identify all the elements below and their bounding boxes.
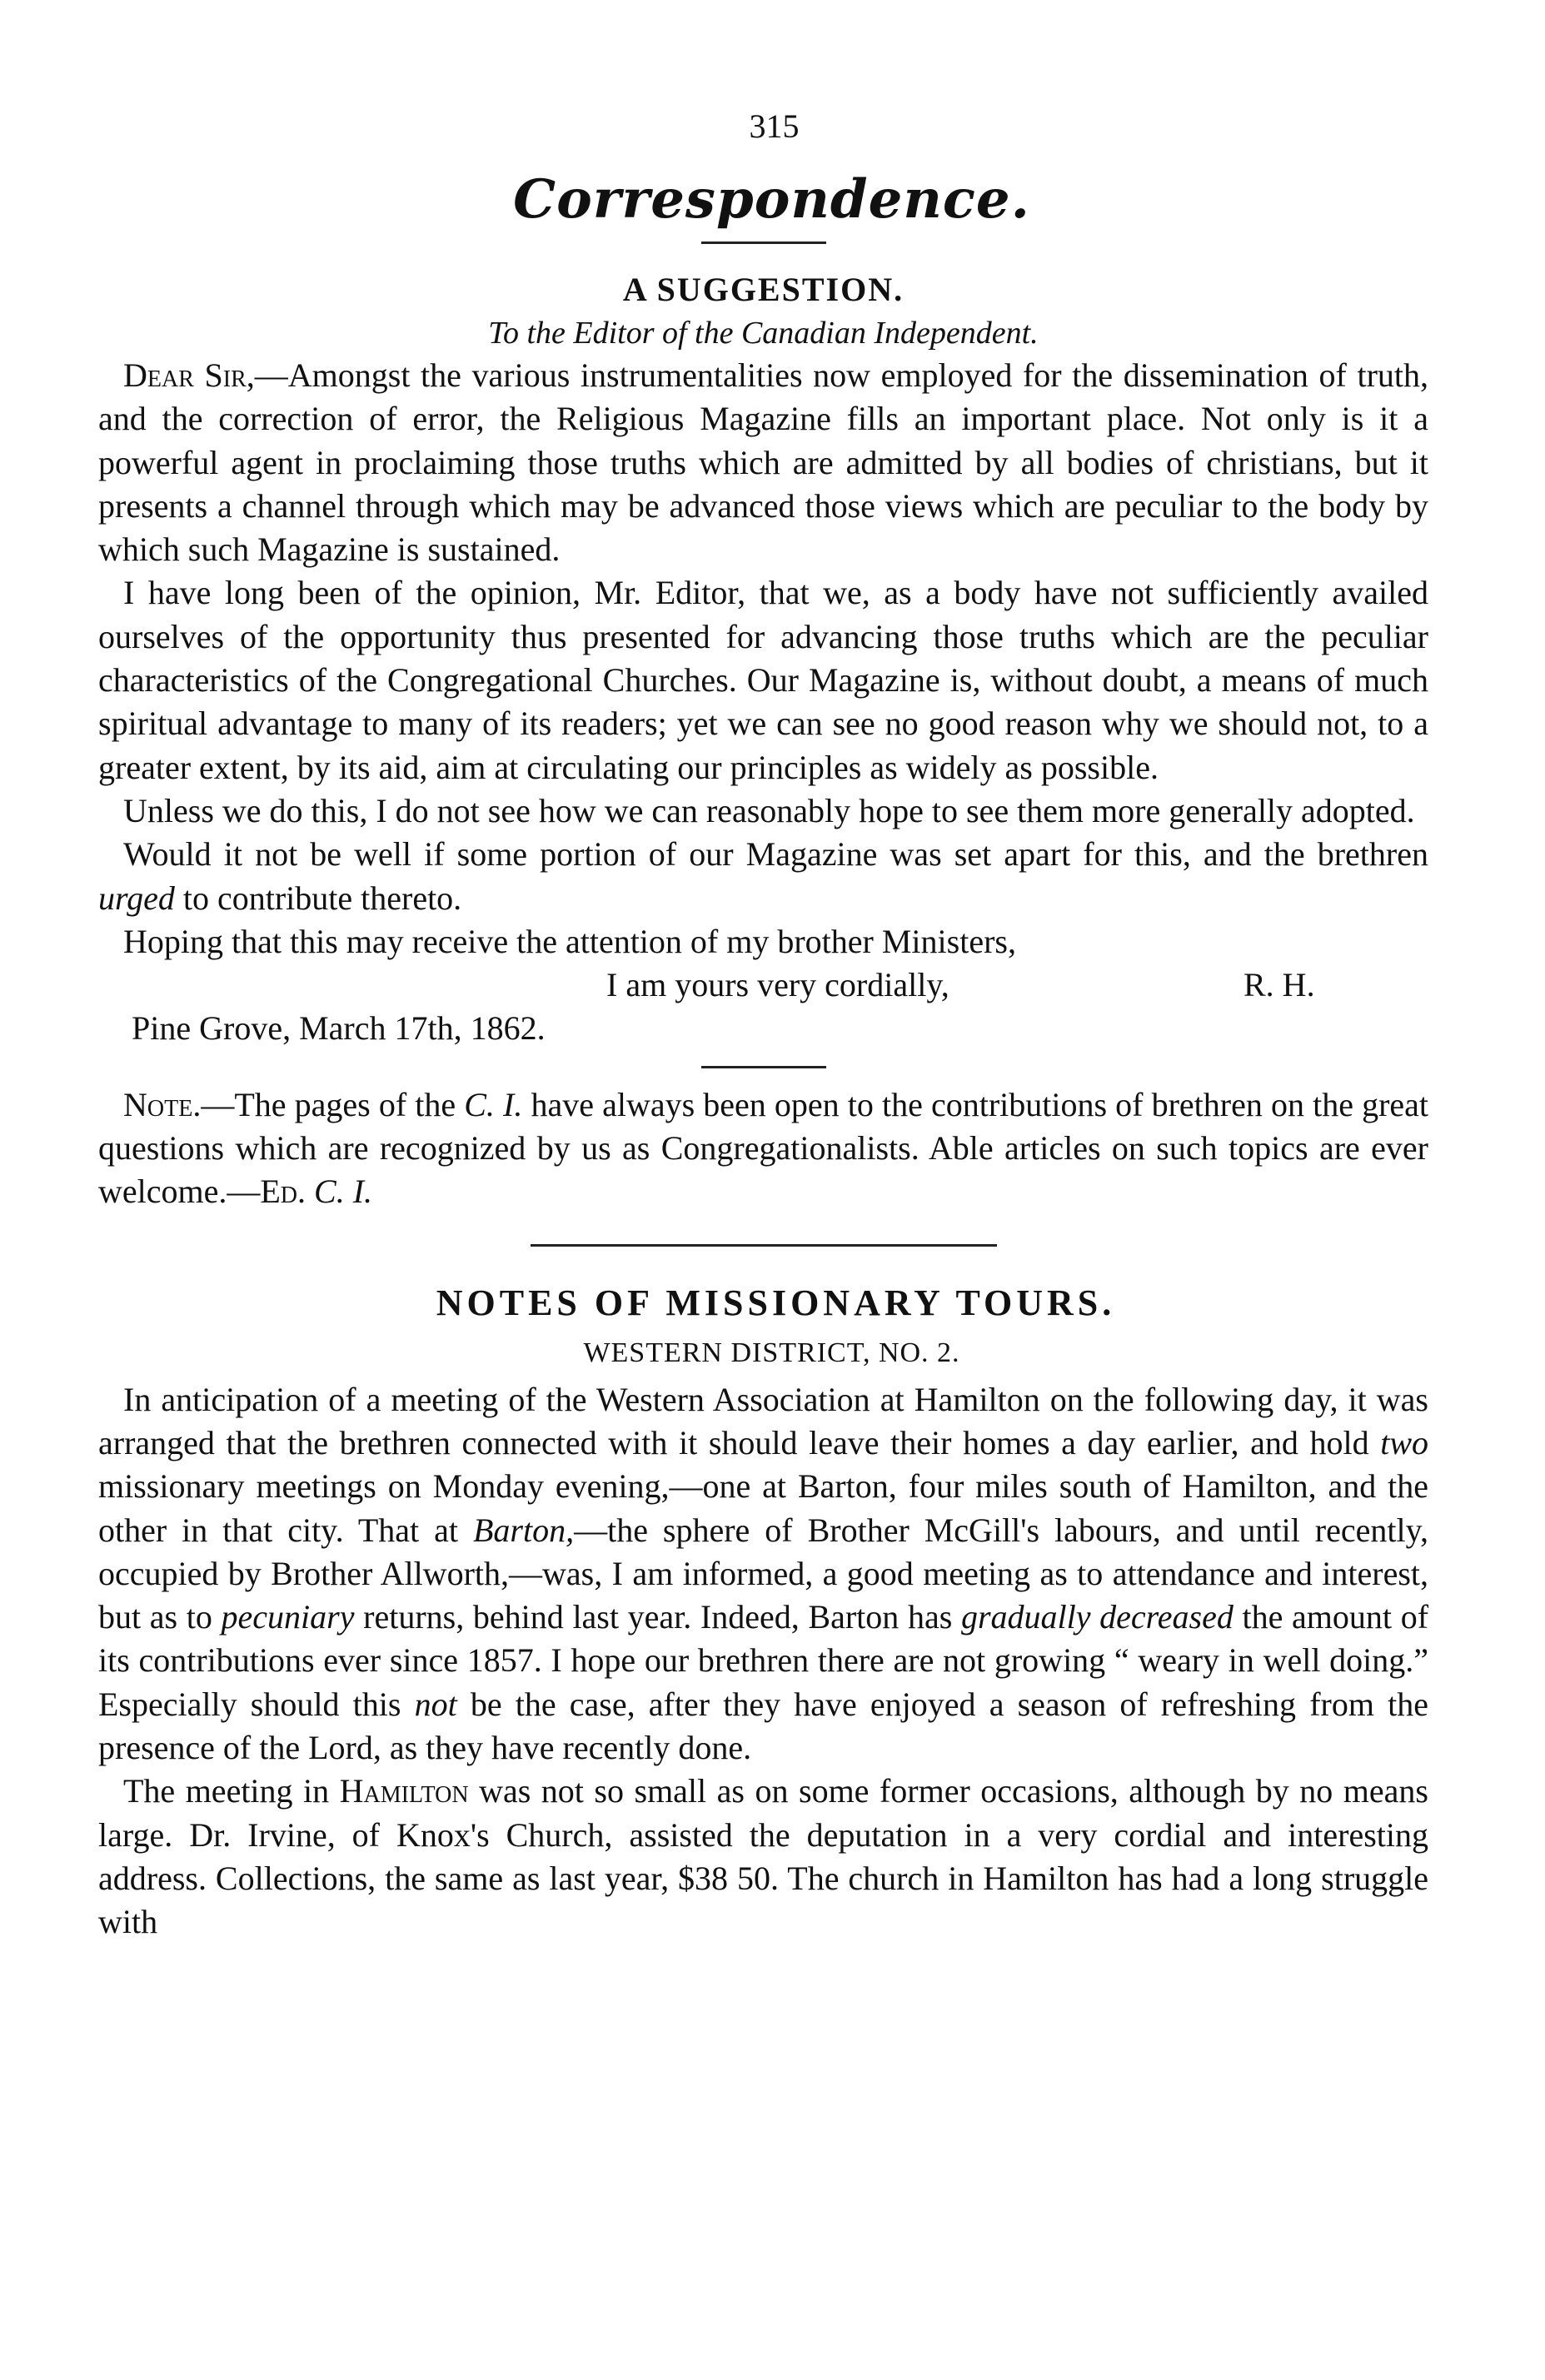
section-divider bbox=[531, 1244, 997, 1247]
paragraph bbox=[98, 354, 1428, 571]
emphasis: C. I. bbox=[306, 1173, 373, 1211]
note-rule bbox=[701, 1066, 826, 1068]
paragraph bbox=[98, 1378, 1428, 1770]
emphasis: not bbox=[414, 1685, 457, 1723]
place-name: Hamilton bbox=[339, 1772, 469, 1810]
salutation: Dear Sir, bbox=[123, 356, 255, 394]
editor-note bbox=[98, 1083, 1428, 1214]
note-text: —The pages of the bbox=[201, 1085, 465, 1123]
emphasis: C. I. bbox=[464, 1085, 523, 1123]
closing-line bbox=[98, 963, 1428, 1007]
paragraph: Hoping that this may receive the attention of my brother Ministers, bbox=[123, 922, 1016, 960]
paragraph-text: be the case, after they have enjoyed a season of refreshing from the presence of the Lord, as they have recently done. bbox=[98, 1685, 1428, 1767]
emphasis: two bbox=[1380, 1423, 1428, 1461]
paragraph bbox=[98, 1770, 1428, 1944]
note-label: Note. bbox=[123, 1085, 202, 1123]
paragraph-text: the amount of its contributions ever since 1857. I hope our brethren there are not growing “ weary in well doing.” Especially should this bbox=[98, 1598, 1429, 1723]
paragraph-text: returns, behind last year. Indeed, Barton has bbox=[354, 1598, 961, 1636]
author-initials: R. H. bbox=[1243, 966, 1315, 1004]
page-number: 315 bbox=[749, 107, 800, 145]
paragraph-text: to contribute thereto. bbox=[174, 879, 462, 917]
emphasis: pecuniary bbox=[221, 1598, 355, 1636]
heading-rule bbox=[701, 241, 826, 244]
paragraph-text: Would it not be well if some portion of our Magazine was set apart for this, and the brethren bbox=[123, 835, 1428, 874]
paragraph-text: —the sphere of Brother McGill's labours, and until recently, occupied by Brother Allworth,—was, I am informed, a good meeting as to attendance and interest, but as to bbox=[98, 1511, 1429, 1636]
editor-abbrev: Ed. bbox=[260, 1173, 307, 1211]
dateline: Pine Grove, March 17th, 1862. bbox=[132, 1009, 546, 1048]
note-text: have always been open to the contributions of brethren on the great questions which are recognized by us as Congregationalists. Able articles on such topics are ever welcome.— bbox=[98, 1085, 1429, 1211]
article-title: A SUGGESTION. bbox=[622, 271, 905, 308]
emphasis: urged bbox=[98, 879, 175, 917]
paragraph: Unless we do this, I do not see how we can reasonably hope to see them more generally adopted. bbox=[123, 791, 1415, 829]
article-missionary-tours bbox=[98, 1280, 1428, 1944]
paragraph-text: In anticipation of a meeting of the Western Association at Hamilton on the following day, it was arranged that the brethren connected with it should leave their homes a day earlier, and hold bbox=[98, 1380, 1428, 1461]
emphasis: Barton, bbox=[472, 1511, 575, 1549]
paragraph: I have long been of the opinion, Mr. Editor, that we, as a body have not sufficiently availed ourselves of the opportunity thus presented for advancing those truths which are the peculiar characteristics of the Congregational Churches. Our Magazine is, without doubt, a means of much spiritual advantage to many of its readers; yet we can see no good reason why we should not, to a greater extent, by its aid, aim at circulating our principles as widely as possible. bbox=[98, 574, 1428, 786]
closing-text: I am yours very cordially, bbox=[606, 966, 949, 1004]
article-title: NOTES OF MISSIONARY TOURS. bbox=[436, 1282, 1116, 1323]
address-line: To the Editor of the Canadian Independent. bbox=[488, 316, 1039, 351]
article-subtitle: WESTERN DISTRICT, NO. 2. bbox=[583, 1337, 960, 1368]
paragraph-text: The meeting in bbox=[123, 1772, 340, 1810]
section-heading: Correspondence. bbox=[513, 168, 1030, 231]
emphasis: gradually decreased bbox=[960, 1598, 1234, 1636]
article-suggestion bbox=[98, 269, 1428, 1214]
paragraph-text: missionary meetings on Monday evening,—one at Barton, four miles south of Hamilton, and the other in that city. That at bbox=[98, 1467, 1428, 1549]
paragraph-text: was not so small as on some former occasions, although by no means large. Dr. Irvine, of Knox's Church, assisted the deputation in a very cordial and interesting address. Collections, the same as last year, $38 50. The church in Hamilton has had a long struggle with bbox=[98, 1772, 1428, 1941]
paragraph-text: —Amongst the various instrumentalities now employed for the dissemination of truth, and the correction of error, the Religious Magazine fills an important place. Not only is it a powerful agent in proclaiming those truths which are admitted by all bodies of christians, but it presents a channel through which may be advanced those views which are peculiar to the body by which such Magazine is sustained. bbox=[98, 356, 1428, 569]
paragraph bbox=[98, 833, 1428, 920]
